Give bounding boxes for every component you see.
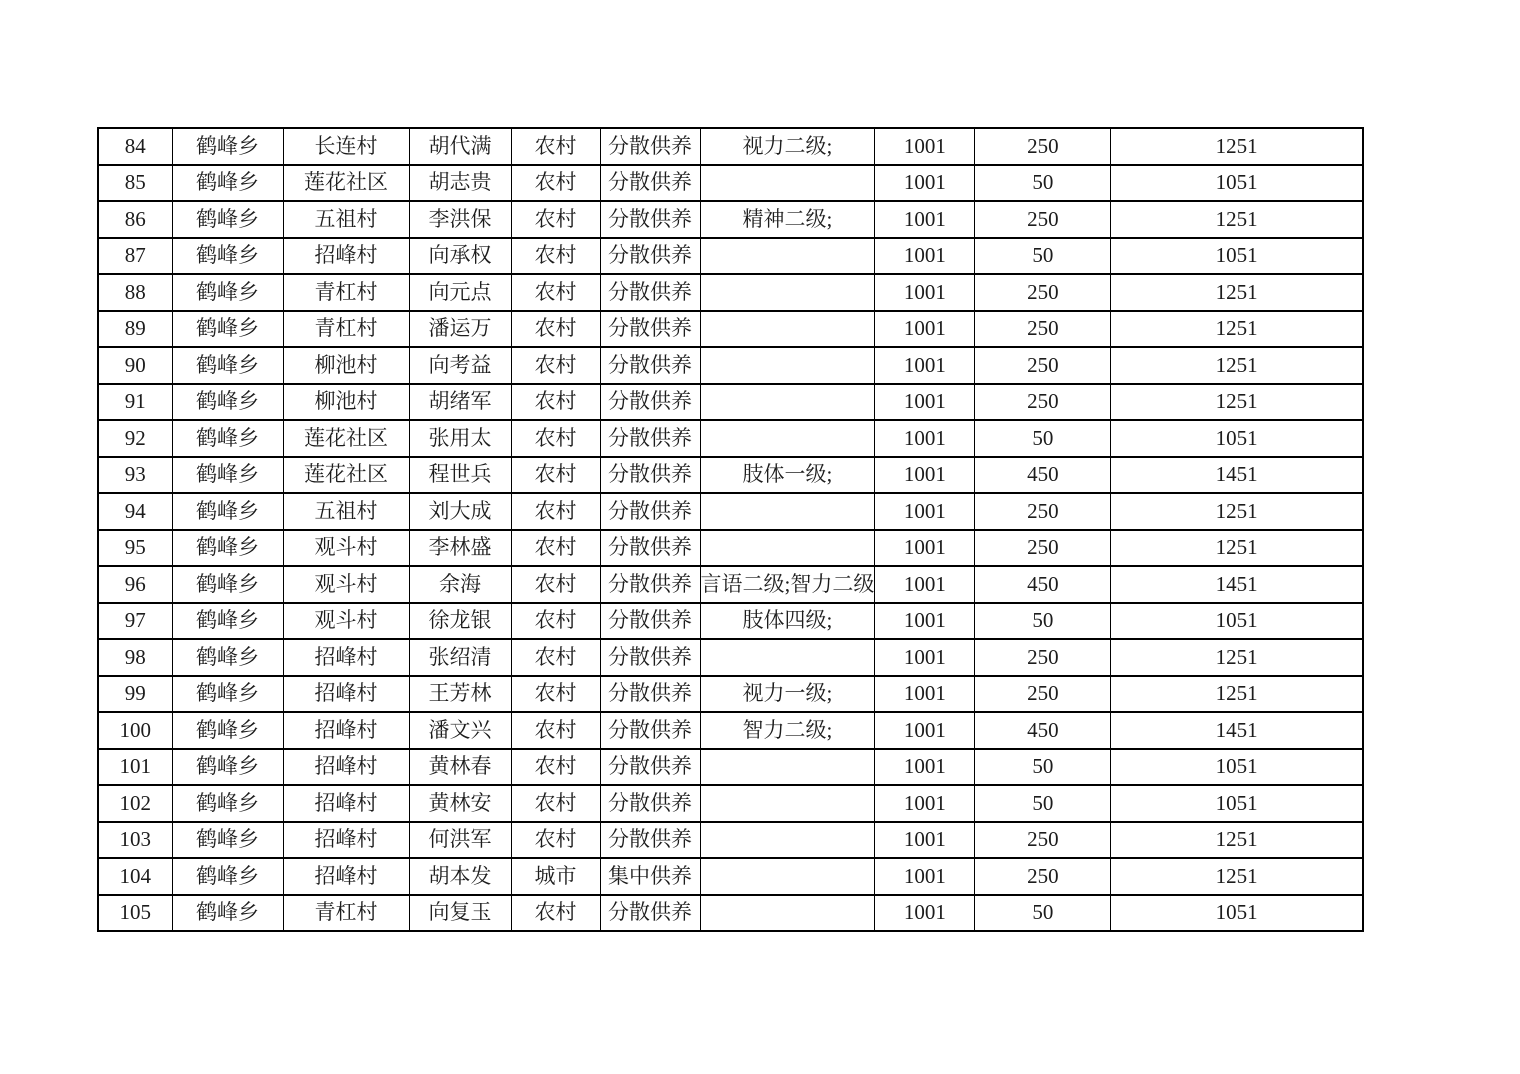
cell-amount-base: 1001	[875, 603, 975, 640]
cell-amount-base: 1001	[875, 530, 975, 567]
cell-no: 97	[98, 603, 172, 640]
cell-disability: 智力二级;	[700, 712, 875, 749]
cell-no: 95	[98, 530, 172, 567]
cell-disability	[700, 749, 875, 786]
cell-no: 104	[98, 858, 172, 895]
cell-residence: 农村	[511, 712, 600, 749]
cell-name: 胡代满	[409, 128, 511, 165]
cell-village: 观斗村	[283, 530, 409, 567]
cell-amount-subsidy: 450	[975, 457, 1111, 494]
cell-residence: 农村	[511, 676, 600, 713]
cell-amount-subsidy: 50	[975, 895, 1111, 932]
cell-no: 88	[98, 274, 172, 311]
cell-support-type: 分散供养	[600, 384, 700, 421]
cell-no: 99	[98, 676, 172, 713]
cell-amount-subsidy: 250	[975, 530, 1111, 567]
cell-village: 招峰村	[283, 712, 409, 749]
cell-name: 李林盛	[409, 530, 511, 567]
cell-township: 鹤峰乡	[172, 895, 283, 932]
cell-support-type: 分散供养	[600, 895, 700, 932]
beneficiary-table-body	[98, 128, 1363, 931]
cell-amount-total: 1051	[1111, 165, 1363, 202]
cell-support-type: 分散供养	[600, 165, 700, 202]
cell-support-type: 分散供养	[600, 785, 700, 822]
cell-name: 潘文兴	[409, 712, 511, 749]
cell-township: 鹤峰乡	[172, 712, 283, 749]
cell-amount-base: 1001	[875, 858, 975, 895]
cell-no: 86	[98, 201, 172, 238]
cell-township: 鹤峰乡	[172, 530, 283, 567]
cell-village: 招峰村	[283, 639, 409, 676]
cell-amount-subsidy: 250	[975, 493, 1111, 530]
cell-support-type: 分散供养	[600, 311, 700, 348]
cell-disability	[700, 420, 875, 457]
cell-name: 向元点	[409, 274, 511, 311]
cell-village: 招峰村	[283, 822, 409, 859]
cell-residence: 农村	[511, 530, 600, 567]
table-row	[98, 274, 1363, 311]
cell-disability	[700, 493, 875, 530]
cell-amount-total: 1251	[1111, 676, 1363, 713]
cell-amount-subsidy: 50	[975, 603, 1111, 640]
cell-support-type: 分散供养	[600, 493, 700, 530]
cell-village: 五祖村	[283, 201, 409, 238]
cell-no: 101	[98, 749, 172, 786]
cell-amount-total: 1251	[1111, 858, 1363, 895]
cell-name: 向复玉	[409, 895, 511, 932]
cell-township: 鹤峰乡	[172, 822, 283, 859]
table-row	[98, 457, 1363, 494]
cell-name: 胡绪军	[409, 384, 511, 421]
cell-township: 鹤峰乡	[172, 676, 283, 713]
cell-township: 鹤峰乡	[172, 238, 283, 275]
cell-amount-base: 1001	[875, 347, 975, 384]
cell-support-type: 分散供养	[600, 238, 700, 275]
cell-disability	[700, 785, 875, 822]
cell-village: 招峰村	[283, 749, 409, 786]
cell-amount-total: 1251	[1111, 274, 1363, 311]
cell-name: 胡本发	[409, 858, 511, 895]
cell-amount-base: 1001	[875, 712, 975, 749]
cell-amount-subsidy: 50	[975, 238, 1111, 275]
cell-village: 招峰村	[283, 858, 409, 895]
cell-name: 何洪军	[409, 822, 511, 859]
cell-residence: 城市	[511, 858, 600, 895]
cell-no: 84	[98, 128, 172, 165]
cell-no: 94	[98, 493, 172, 530]
cell-name: 李洪保	[409, 201, 511, 238]
cell-support-type: 分散供养	[600, 639, 700, 676]
table-row	[98, 347, 1363, 384]
cell-support-type: 集中供养	[600, 858, 700, 895]
cell-amount-total: 1451	[1111, 712, 1363, 749]
cell-amount-base: 1001	[875, 639, 975, 676]
table-row	[98, 603, 1363, 640]
cell-amount-base: 1001	[875, 420, 975, 457]
cell-village: 青杠村	[283, 274, 409, 311]
cell-township: 鹤峰乡	[172, 420, 283, 457]
cell-amount-base: 1001	[875, 274, 975, 311]
cell-amount-total: 1051	[1111, 420, 1363, 457]
table-row	[98, 493, 1363, 530]
cell-village: 青杠村	[283, 895, 409, 932]
cell-support-type: 分散供养	[600, 420, 700, 457]
cell-no: 92	[98, 420, 172, 457]
cell-amount-total: 1251	[1111, 493, 1363, 530]
cell-township: 鹤峰乡	[172, 165, 283, 202]
cell-amount-total: 1051	[1111, 895, 1363, 932]
cell-amount-base: 1001	[875, 165, 975, 202]
cell-township: 鹤峰乡	[172, 128, 283, 165]
cell-amount-total: 1251	[1111, 311, 1363, 348]
cell-township: 鹤峰乡	[172, 639, 283, 676]
cell-disability: 肢体四级;	[700, 603, 875, 640]
cell-village: 莲花社区	[283, 420, 409, 457]
cell-amount-total: 1251	[1111, 201, 1363, 238]
table-row	[98, 895, 1363, 932]
cell-village: 观斗村	[283, 603, 409, 640]
cell-name: 潘运万	[409, 311, 511, 348]
cell-township: 鹤峰乡	[172, 858, 283, 895]
cell-amount-base: 1001	[875, 785, 975, 822]
cell-amount-subsidy: 250	[975, 639, 1111, 676]
cell-amount-total: 1051	[1111, 238, 1363, 275]
cell-support-type: 分散供养	[600, 676, 700, 713]
cell-disability: 视力一级;	[700, 676, 875, 713]
table-row	[98, 311, 1363, 348]
cell-residence: 农村	[511, 457, 600, 494]
cell-disability: 精神二级;	[700, 201, 875, 238]
cell-amount-base: 1001	[875, 895, 975, 932]
cell-disability	[700, 858, 875, 895]
cell-amount-subsidy: 250	[975, 347, 1111, 384]
cell-township: 鹤峰乡	[172, 749, 283, 786]
cell-support-type: 分散供养	[600, 530, 700, 567]
cell-no: 93	[98, 457, 172, 494]
cell-village: 柳池村	[283, 384, 409, 421]
cell-disability	[700, 347, 875, 384]
cell-no: 105	[98, 895, 172, 932]
cell-amount-base: 1001	[875, 749, 975, 786]
table-row	[98, 530, 1363, 567]
cell-no: 90	[98, 347, 172, 384]
cell-village: 长连村	[283, 128, 409, 165]
cell-amount-subsidy: 250	[975, 201, 1111, 238]
cell-amount-subsidy: 250	[975, 384, 1111, 421]
cell-residence: 农村	[511, 566, 600, 603]
cell-amount-total: 1251	[1111, 530, 1363, 567]
cell-disability	[700, 822, 875, 859]
table-row	[98, 420, 1363, 457]
cell-residence: 农村	[511, 785, 600, 822]
cell-disability: 肢体一级;	[700, 457, 875, 494]
cell-support-type: 分散供养	[600, 566, 700, 603]
cell-township: 鹤峰乡	[172, 311, 283, 348]
cell-amount-base: 1001	[875, 493, 975, 530]
cell-residence: 农村	[511, 347, 600, 384]
cell-village: 招峰村	[283, 785, 409, 822]
cell-amount-total: 1251	[1111, 639, 1363, 676]
cell-amount-subsidy: 250	[975, 858, 1111, 895]
cell-amount-total: 1251	[1111, 384, 1363, 421]
cell-support-type: 分散供养	[600, 712, 700, 749]
beneficiary-table	[97, 127, 1364, 932]
cell-name: 程世兵	[409, 457, 511, 494]
cell-disability	[700, 165, 875, 202]
cell-disability	[700, 384, 875, 421]
cell-amount-total: 1051	[1111, 785, 1363, 822]
cell-no: 85	[98, 165, 172, 202]
cell-support-type: 分散供养	[600, 603, 700, 640]
document-table-area	[97, 127, 1364, 932]
table-row	[98, 639, 1363, 676]
cell-amount-total: 1251	[1111, 822, 1363, 859]
cell-amount-total: 1251	[1111, 128, 1363, 165]
cell-name: 向考益	[409, 347, 511, 384]
cell-township: 鹤峰乡	[172, 347, 283, 384]
cell-no: 102	[98, 785, 172, 822]
table-row	[98, 384, 1363, 421]
cell-village: 招峰村	[283, 238, 409, 275]
cell-amount-base: 1001	[875, 311, 975, 348]
cell-name: 胡志贵	[409, 165, 511, 202]
cell-village: 观斗村	[283, 566, 409, 603]
cell-amount-base: 1001	[875, 128, 975, 165]
cell-name: 向承权	[409, 238, 511, 275]
cell-disability	[700, 311, 875, 348]
cell-township: 鹤峰乡	[172, 603, 283, 640]
cell-no: 87	[98, 238, 172, 275]
cell-amount-total: 1051	[1111, 749, 1363, 786]
cell-village: 青杠村	[283, 311, 409, 348]
cell-township: 鹤峰乡	[172, 785, 283, 822]
cell-residence: 农村	[511, 822, 600, 859]
cell-disability: 言语二级;智力二级	[700, 566, 875, 603]
cell-township: 鹤峰乡	[172, 566, 283, 603]
cell-no: 91	[98, 384, 172, 421]
table-row	[98, 858, 1363, 895]
table-row	[98, 165, 1363, 202]
cell-name: 余海	[409, 566, 511, 603]
cell-residence: 农村	[511, 274, 600, 311]
cell-residence: 农村	[511, 128, 600, 165]
table-row	[98, 128, 1363, 165]
cell-name: 徐龙银	[409, 603, 511, 640]
cell-support-type: 分散供养	[600, 274, 700, 311]
cell-amount-subsidy: 250	[975, 311, 1111, 348]
cell-township: 鹤峰乡	[172, 274, 283, 311]
cell-disability	[700, 530, 875, 567]
cell-residence: 农村	[511, 420, 600, 457]
cell-amount-subsidy: 250	[975, 274, 1111, 311]
cell-no: 89	[98, 311, 172, 348]
cell-amount-total: 1251	[1111, 347, 1363, 384]
table-row	[98, 676, 1363, 713]
table-row	[98, 566, 1363, 603]
cell-name: 张用太	[409, 420, 511, 457]
cell-amount-subsidy: 50	[975, 785, 1111, 822]
table-row	[98, 201, 1363, 238]
cell-amount-subsidy: 250	[975, 822, 1111, 859]
cell-support-type: 分散供养	[600, 347, 700, 384]
cell-disability	[700, 274, 875, 311]
table-row	[98, 749, 1363, 786]
table-row	[98, 822, 1363, 859]
cell-village: 招峰村	[283, 676, 409, 713]
table-row	[98, 712, 1363, 749]
cell-name: 黄林春	[409, 749, 511, 786]
cell-residence: 农村	[511, 311, 600, 348]
cell-village: 莲花社区	[283, 457, 409, 494]
cell-village: 柳池村	[283, 347, 409, 384]
cell-amount-subsidy: 50	[975, 165, 1111, 202]
cell-support-type: 分散供养	[600, 749, 700, 786]
cell-amount-subsidy: 450	[975, 712, 1111, 749]
cell-residence: 农村	[511, 603, 600, 640]
cell-no: 103	[98, 822, 172, 859]
cell-residence: 农村	[511, 493, 600, 530]
cell-residence: 农村	[511, 201, 600, 238]
cell-support-type: 分散供养	[600, 201, 700, 238]
cell-amount-subsidy: 450	[975, 566, 1111, 603]
cell-amount-subsidy: 250	[975, 128, 1111, 165]
cell-residence: 农村	[511, 895, 600, 932]
cell-no: 98	[98, 639, 172, 676]
cell-amount-total: 1451	[1111, 457, 1363, 494]
cell-amount-subsidy: 50	[975, 749, 1111, 786]
cell-residence: 农村	[511, 749, 600, 786]
cell-amount-total: 1051	[1111, 603, 1363, 640]
cell-name: 王芳林	[409, 676, 511, 713]
cell-residence: 农村	[511, 238, 600, 275]
cell-residence: 农村	[511, 639, 600, 676]
cell-amount-total: 1451	[1111, 566, 1363, 603]
cell-amount-base: 1001	[875, 457, 975, 494]
cell-amount-base: 1001	[875, 384, 975, 421]
table-row	[98, 238, 1363, 275]
cell-residence: 农村	[511, 165, 600, 202]
cell-amount-subsidy: 50	[975, 420, 1111, 457]
cell-disability	[700, 639, 875, 676]
cell-amount-base: 1001	[875, 822, 975, 859]
cell-township: 鹤峰乡	[172, 457, 283, 494]
cell-no: 100	[98, 712, 172, 749]
cell-disability	[700, 895, 875, 932]
cell-name: 张绍清	[409, 639, 511, 676]
cell-support-type: 分散供养	[600, 128, 700, 165]
cell-support-type: 分散供养	[600, 457, 700, 494]
cell-amount-subsidy: 250	[975, 676, 1111, 713]
cell-village: 莲花社区	[283, 165, 409, 202]
cell-no: 96	[98, 566, 172, 603]
cell-amount-base: 1001	[875, 201, 975, 238]
cell-amount-base: 1001	[875, 566, 975, 603]
cell-amount-base: 1001	[875, 676, 975, 713]
cell-support-type: 分散供养	[600, 822, 700, 859]
cell-residence: 农村	[511, 384, 600, 421]
table-row	[98, 785, 1363, 822]
cell-disability	[700, 238, 875, 275]
cell-village: 五祖村	[283, 493, 409, 530]
cell-amount-base: 1001	[875, 238, 975, 275]
cell-township: 鹤峰乡	[172, 384, 283, 421]
cell-name: 黄林安	[409, 785, 511, 822]
cell-disability: 视力二级;	[700, 128, 875, 165]
cell-township: 鹤峰乡	[172, 201, 283, 238]
cell-township: 鹤峰乡	[172, 493, 283, 530]
cell-name: 刘大成	[409, 493, 511, 530]
